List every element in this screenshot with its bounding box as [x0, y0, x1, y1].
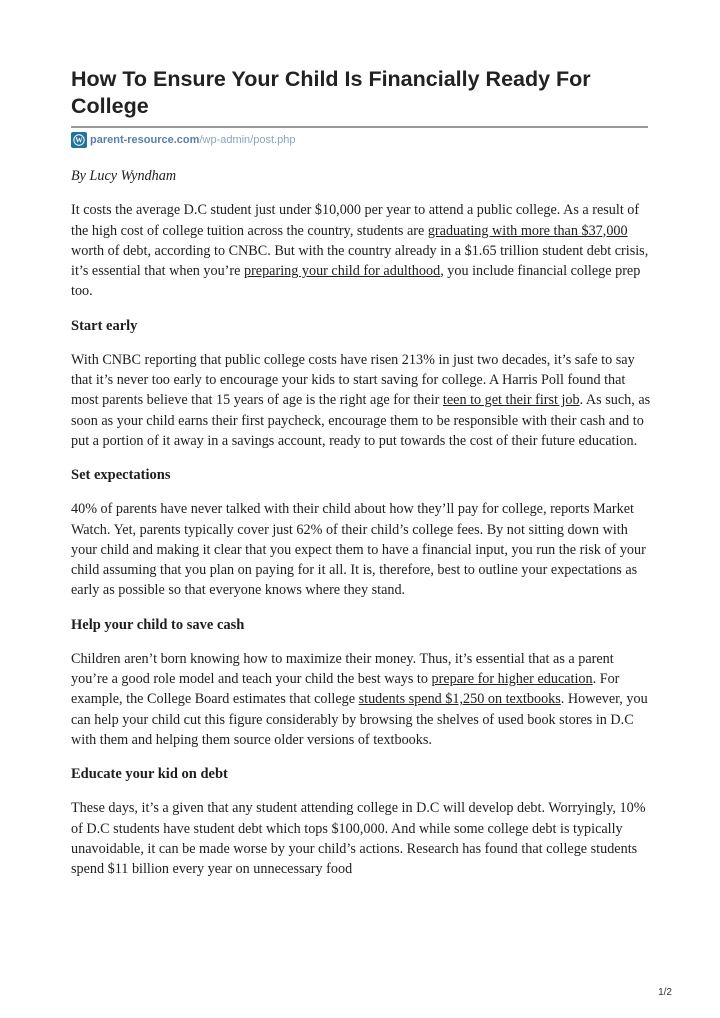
article-body — [71, 166, 651, 893]
heading-start-early: Start early — [71, 317, 138, 334]
textbooks-link[interactable]: students spend $1,250 on textbooks — [358, 691, 561, 708]
heading-save-cash: Help your child to save cash — [71, 616, 245, 633]
start-early-text-2: . As such, as soon as your child earns their first paycheck, encourage them to be responsible with their cash and to put a portion of it away in a savings account, ready to put towards the cost of their future education. — [71, 392, 651, 449]
save-cash-text-3: . However, you can help your child cut this figure considerably by browsing the shelves of used book stores in D.C with them and helping them source older versions of textbooks. — [71, 691, 648, 748]
intro-text-2: worth of debt, according to CNBC. But with the country already in a $1.65 trillion student debt crisis, it’s essential that when you’re — [71, 242, 649, 280]
heading-set-expectations: Set expectations — [71, 467, 171, 484]
set-expectations-paragraph: 40% of parents have never talked with their child about how they’ll pay for college, reports Market Watch. Yet, parents typically cover just 62% of their child’s college fees. By not sitting down with your child and making it clear that you expect them to have a financial input, you run the risk of your child assuming that you plan on paying for it all. It is, therefore, best to outline your expectations as early as possible so that everyone knows where they stand. — [71, 501, 646, 599]
save-cash-text-1: Children aren’t born knowing how to maximize their money. Thus, it’s essential that as a parent you’re a good role model and teach your child the best ways to — [71, 650, 614, 688]
title-divider — [71, 126, 648, 128]
intro-text-3: , you include financial college prep too. — [71, 263, 641, 300]
article-title: How To Ensure Your Child Is Financially Ready For College — [71, 67, 591, 118]
start-early-text-1: With CNBC reporting that public college costs have risen 213% in just two decades, it’s safe to say that it’s never too early to encourage your kids to start saving for college. A Harris Poll found that most parents believe that 15 years of age is the right age for their — [71, 351, 635, 409]
save-cash-text-2: . For example, the College Board estimates that college — [71, 671, 620, 708]
source-path: /wp-admin/post.php — [199, 134, 296, 146]
first-job-link[interactable]: teen to get their first job — [442, 392, 580, 409]
start-early-paragraph — [71, 350, 651, 451]
byline: By Lucy Wyndham — [71, 168, 177, 184]
svg-text:W: W — [75, 135, 83, 145]
wordpress-icon — [71, 132, 87, 148]
debt-paragraph: These days, it’s a given that any student attending college in D.C will develop debt. Worryingly, 10% of D.C students have student debt which tops $100,000. And while some college debt is typically unavoidable, it can be made worse by your child’s actions. Research has found that college students spend $11 billion every year on unnecessary food — [71, 800, 646, 878]
higher-education-link[interactable]: prepare for higher education — [431, 671, 593, 688]
source-domain: parent-resource.com — [90, 134, 200, 146]
preparing-child-link[interactable]: preparing your child for adulthood — [243, 263, 441, 280]
save-cash-paragraph — [71, 649, 651, 750]
source-link[interactable] — [90, 134, 295, 146]
page-number: 1/2 — [658, 987, 672, 998]
source-line — [71, 131, 295, 149]
intro-text-1: It costs the average D.C student just under $10,000 per year to attend a public college. As a result of the high cost of college tuition across the country, students are — [71, 202, 640, 239]
intro-paragraph — [71, 200, 651, 301]
heading-debt: Educate your kid on debt — [71, 766, 228, 783]
graduating-link[interactable]: graduating with more than $37,000 — [427, 222, 628, 239]
